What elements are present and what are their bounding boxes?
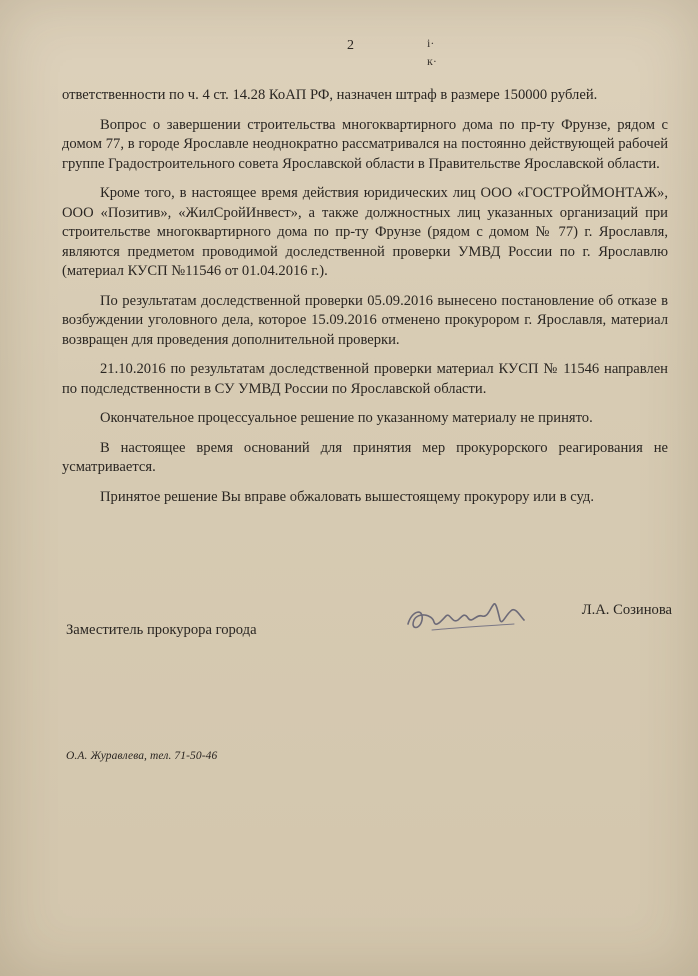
paragraph: В настоящее время оснований для принятия мер прокурорского реагирования не усматривается.: [62, 439, 668, 475]
signer-position: Заместитель прокурора города: [66, 622, 257, 638]
page-number: 2: [347, 38, 354, 53]
paragraph: Вопрос о завершении строительства многоквартирного дома по пр-ту Фрунзе, рядом с домом 77, в городе Ярославле неоднократно рассматривался на постоянно действующей рабочей группе Градостроительного совета Ярославской области в Правительстве Ярославской области.: [62, 116, 668, 172]
letter-body: [62, 86, 668, 517]
handwritten-signature-icon: [402, 590, 532, 640]
handwritten-mark: к·: [427, 54, 437, 68]
paragraph: 21.10.2016 по результатам доследственной проверки материал КУСП № 11546 направлен по подследственности в СУ УМВД России по Ярославской области.: [62, 361, 668, 397]
signature-block: [66, 598, 672, 658]
paragraph: Кроме того, в настоящее время действия юридических лиц ООО «ГОСТРОЙМОНТАЖ», ООО «Позитив», «ЖилСройИнвест», а также должностных лиц указанных организаций при строительстве многоквартирного дома по пр-ту Фрунзе (рядом с домом № 77) г. Ярославля, являются предметом проводимой доследственной проверки УМВД России по г. Ярославлю (материал КУСП №11546 от 01.04.2016 г.).: [62, 185, 668, 279]
signer-name: Л.А. Созинова: [581, 602, 672, 618]
paragraph: Окончательное процессуальное решение по указанному материалу не принято.: [100, 410, 593, 426]
handwritten-mark: і·: [427, 36, 435, 50]
executor-contact: О.А. Журавлева, тел. 71-50-46: [66, 750, 218, 762]
paragraph: По результатам доследственной проверки 05.09.2016 вынесено постановление об отказе в возбуждении уголовного дела, которое 15.09.2016 отменено прокурором г. Ярославля, материал возвращен для проведения дополнительной проверки.: [62, 292, 668, 348]
paragraph: ответственности по ч. 4 ст. 14.28 КоАП РФ, назначен штраф в размере 150000 рублей.: [62, 87, 598, 103]
paragraph: Принятое решение Вы вправе обжаловать вышестоящему прокурору или в суд.: [100, 488, 595, 505]
